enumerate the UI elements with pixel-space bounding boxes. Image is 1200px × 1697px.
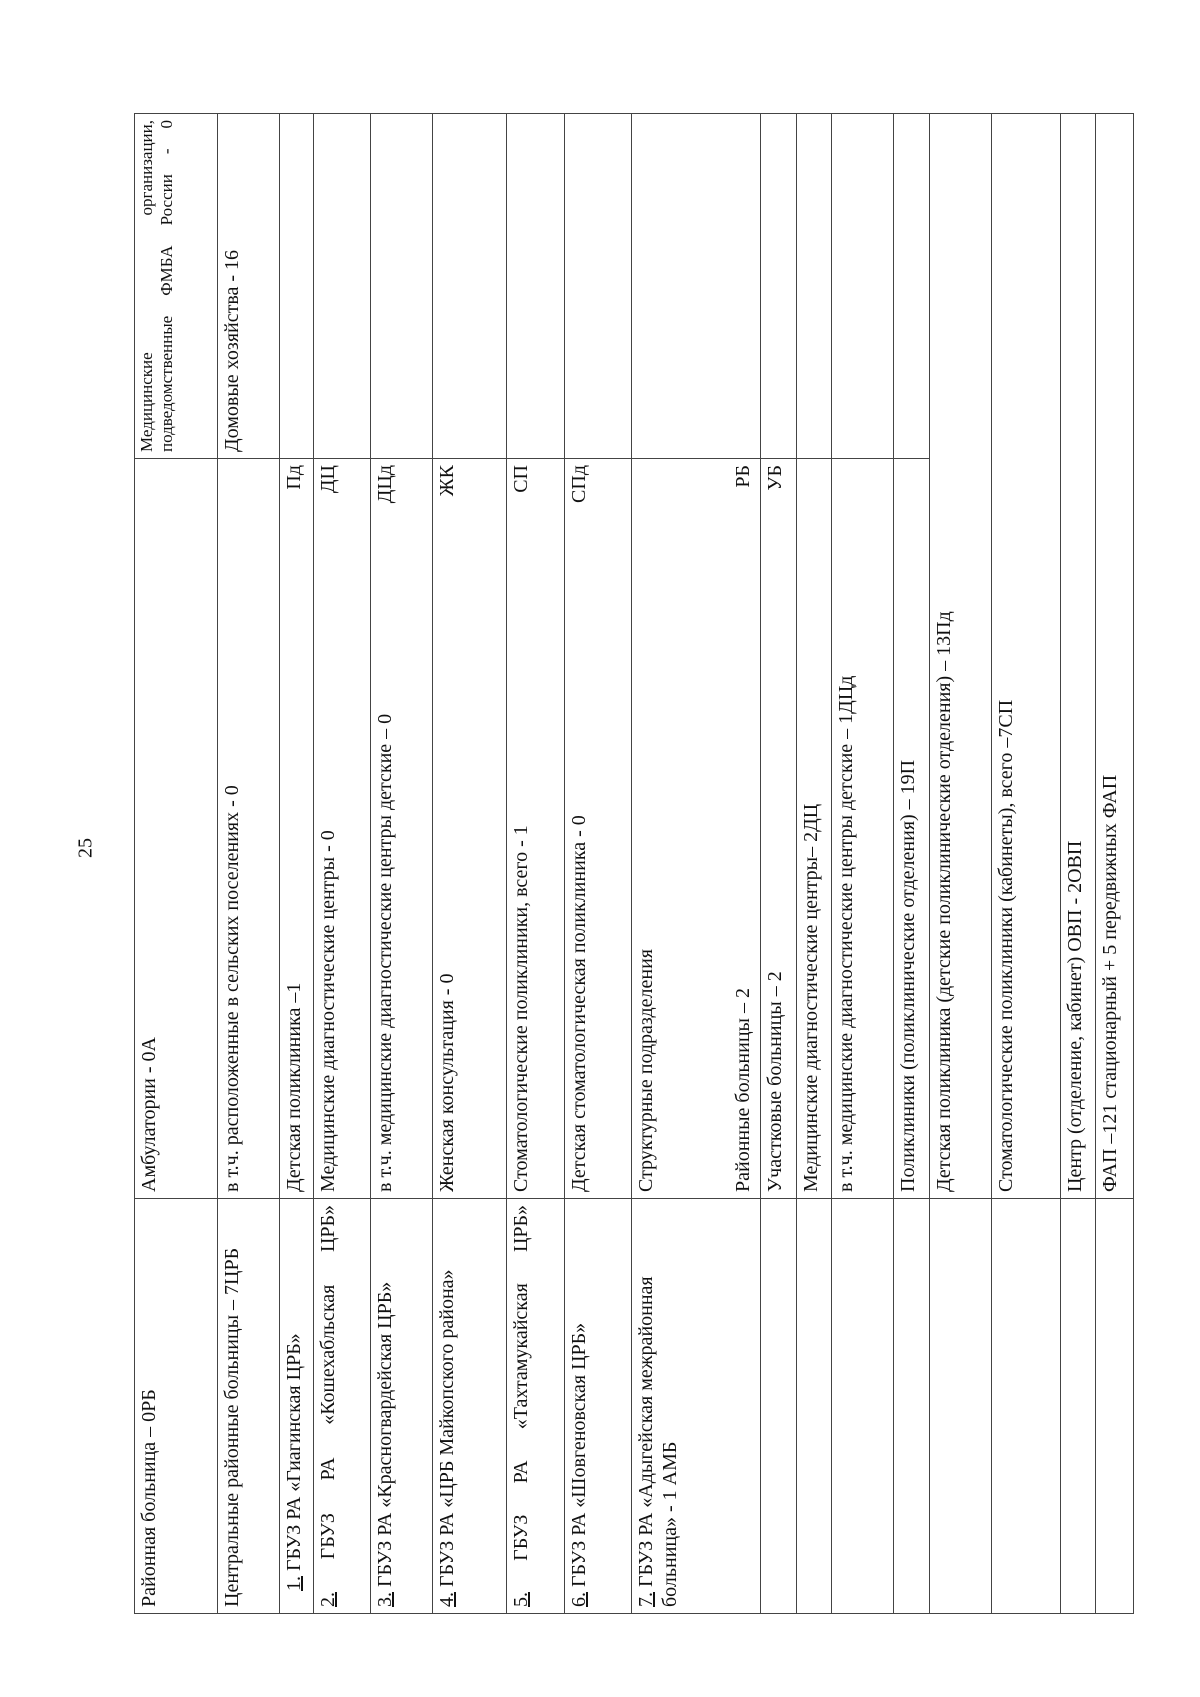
table-cell [313,114,371,459]
table-cell: Районные больницы – 2 РБ [729,459,761,1199]
table-cell: Амбулатории - 0А [135,459,218,1199]
table-cell: 3. ГБУЗ РА «Красногвардейская ЦРБ» [371,1199,433,1614]
rotated-table-container [134,114,1134,1614]
table-cell [991,1199,1060,1614]
table-cell [433,114,506,459]
medical-organizations-table [134,113,1134,1614]
table-cell [729,1199,761,1614]
table-cell [632,114,730,459]
table-row [729,114,761,1614]
table-cell [1060,1199,1096,1614]
table-cell [796,114,832,459]
table-cell: ФАП –121 стационарный + 5 передвижных ФАП [1096,114,1134,1199]
page-number: 25 [74,838,97,858]
table-cell: Женская консультация - 0 ЖК [433,459,506,1199]
table-cell: Поликлиники (поликлинические отделения) – 19П [894,459,930,1199]
table-cell: Медицинские организации, подведомственные ФМБА России - 0 [135,114,218,459]
table-row [313,114,371,1614]
table-row [280,114,313,1614]
table-row [991,114,1060,1614]
table-cell [729,114,761,459]
table-cell: Детская стоматологическая поликлиника - 0 СПд [565,459,632,1199]
table-cell: Структурные подразделения [632,459,730,1199]
table-row [1060,114,1096,1614]
table-row [632,114,730,1614]
table-row [433,114,506,1614]
table-cell [565,114,632,459]
table-row [761,114,797,1614]
table-row [218,114,280,1614]
row-code: СПд [568,465,591,503]
table-cell: в т.ч. медицинские диагностические центры детские – 1ДЦд [832,459,894,1199]
table-cell: Центр (отделение, кабинет) ОВП - 2ОВП [1060,114,1096,1199]
table-row [565,114,632,1614]
table-cell [1096,1199,1134,1614]
table-cell: 7. ГБУЗ РА «Адыгейская межрайонная больница» - 1 АМБ [632,1199,730,1614]
table-cell [506,114,565,459]
table-cell: Участковые больницы – 2 УБ [761,459,797,1199]
table-cell: 2. ГБУЗ РА «Кошехабльская ЦРБ» [313,1199,371,1614]
table-cell: в т.ч. медицинские диагностические центры детские – 0 ДЦд [371,459,433,1199]
table-cell: Стоматологические поликлиники, всего - 1 СП [506,459,565,1199]
table-row [929,114,991,1614]
table-cell [894,1199,930,1614]
table-row [1096,114,1134,1614]
table-cell [929,1199,991,1614]
table-cell: Детская поликлиника (детские поликлинические отделения) – 13Пд [929,114,991,1199]
table-cell [796,1199,832,1614]
table-cell [832,114,894,459]
table-cell: Детская поликлиника –1 Пд [280,459,313,1199]
table-cell: 5. ГБУЗ РА «Тахтамукайская ЦРБ» [506,1199,565,1614]
row-code: ДЦ [316,465,339,494]
table-cell: Домовые хозяйства - 16 [218,114,280,459]
table-cell: Стоматологические поликлиники (кабинеты), всего –7СП [991,114,1060,1199]
table-cell: Центральные районные больницы – 7ЦРБ [218,1199,280,1614]
row-code: Пд [283,465,306,490]
table-row [135,114,218,1614]
table-cell [280,114,313,459]
table-cell: Медицинские диагностические центры - 0 ДЦ [313,459,371,1199]
table-cell: 4. ГБУЗ РА «ЦРБ Майкопского района» [433,1199,506,1614]
table-cell: в т.ч. расположенные в сельских поселениях - 0 [218,459,280,1199]
table-cell: Районная больница – 0РБ [135,1199,218,1614]
table-row [506,114,565,1614]
table-cell [832,1199,894,1614]
row-code: СП [509,465,532,493]
table-row [371,114,433,1614]
table-cell: 1. ГБУЗ РА «Гиагинская ЦРБ» [280,1199,313,1614]
table-row [832,114,894,1614]
table-cell: 6. ГБУЗ РА «Шовгеновская ЦРБ» [565,1199,632,1614]
table-cell [371,114,433,459]
row-code: РБ [732,465,755,488]
row-code: ДЦд [374,465,397,504]
table-cell [761,114,797,459]
row-code: УБ [764,465,787,491]
table-row [796,114,832,1614]
table-cell: Медицинские диагностические центры– 2ДЦ [796,459,832,1199]
table-cell [894,114,930,459]
row-code: ЖК [436,465,459,497]
table-row [894,114,930,1614]
table-cell [761,1199,797,1614]
